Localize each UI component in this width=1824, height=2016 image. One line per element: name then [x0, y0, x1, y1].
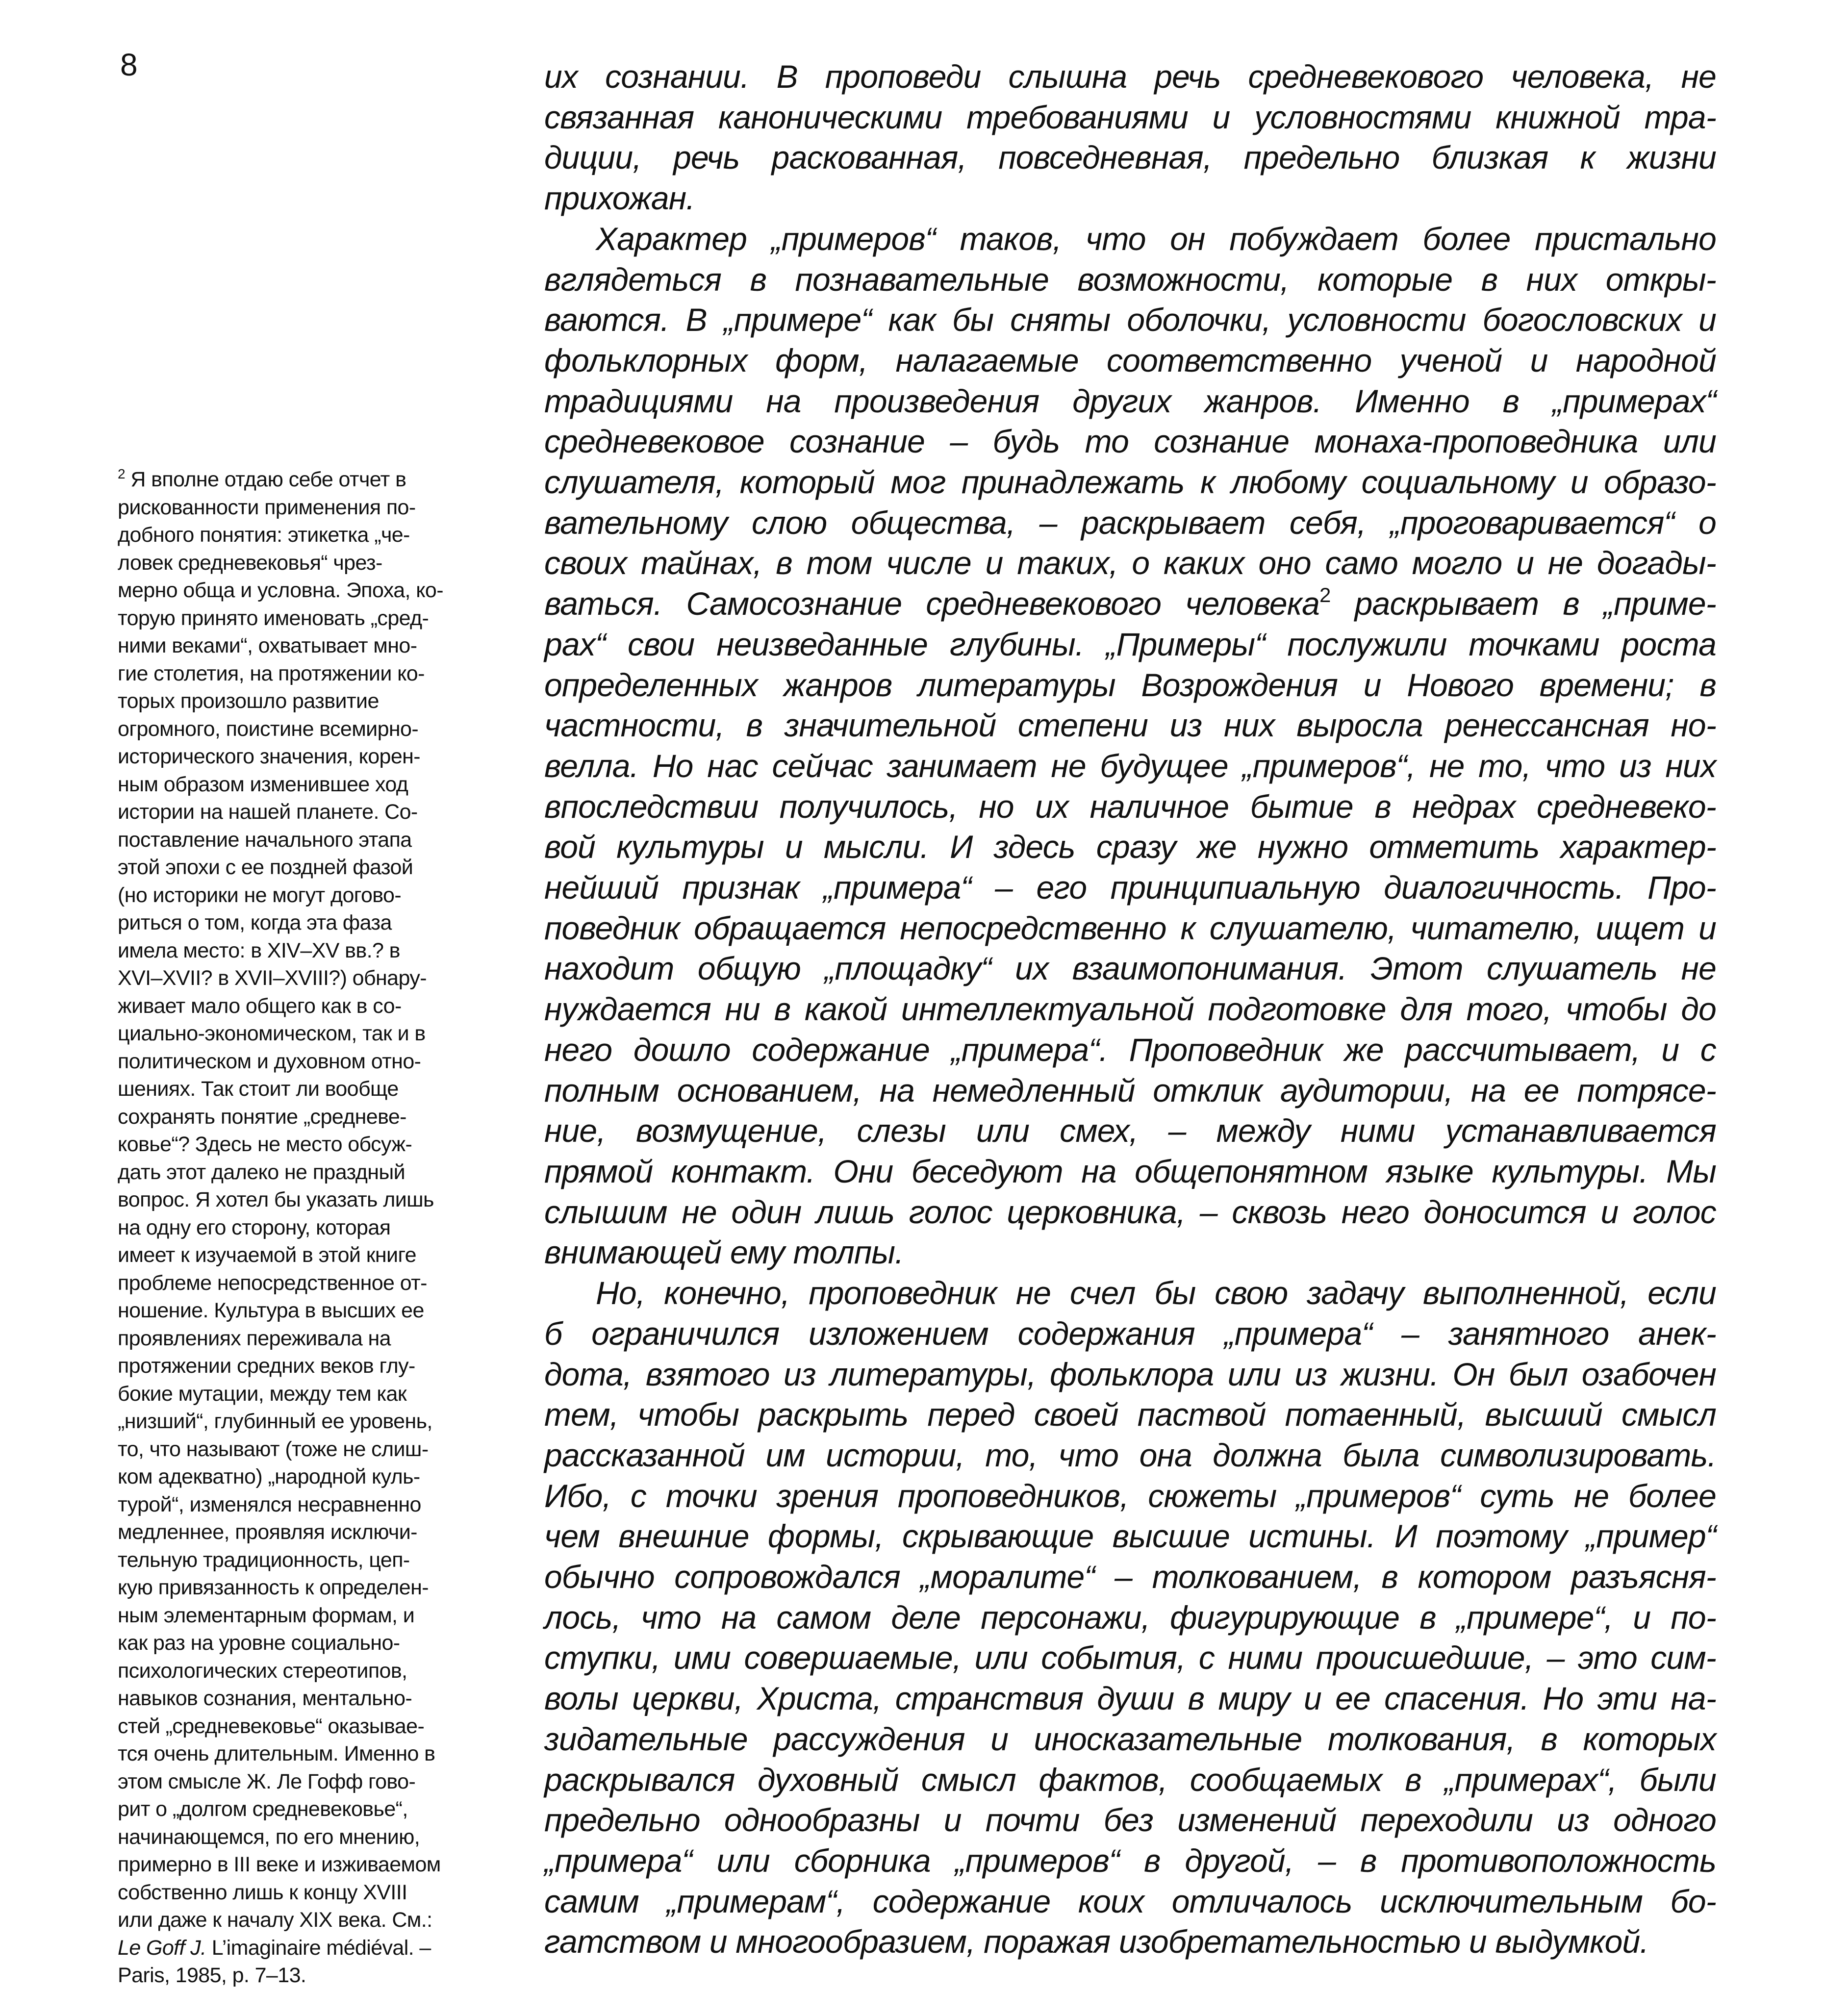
footnote-reference: 2 — [1319, 583, 1331, 607]
text-line: рах“ свои неизведанные глубины. „Примеры“ послужили точками роста — [544, 626, 1716, 662]
text-line: дота, взятого из литературы, фольклора или из жизни. Он был озабочен — [544, 1356, 1716, 1392]
text-line: велла. Но нас сейчас занимает не будущее „примеров“, не то, что из них — [544, 747, 1716, 784]
footnote-line: живает мало общего как в со- — [118, 994, 402, 1018]
footnote-line: ловек средневековья“ чрез- — [118, 551, 382, 575]
footnote-line: бокие мутации, между тем как — [118, 1382, 407, 1406]
footnote-line: ком адекватно) „народной куль- — [118, 1465, 420, 1488]
footnote-line: стей „средневековье“ оказывае- — [118, 1714, 425, 1738]
footnote-line: медленнее, проявляя исключи- — [118, 1520, 417, 1544]
text-line: тем, чтобы раскрыть перед своей паствой потаенный, высший смысл — [544, 1396, 1716, 1433]
footnote-line: протяжении средних веков глу- — [118, 1354, 415, 1378]
text-line: фольклорных форм, налагаемые соответственно ученой и народной — [544, 342, 1716, 378]
text-line: гатством и многообразием, поражая изобретательностью и выдумкой. — [544, 1923, 1649, 1960]
citation-author: Le Goff J. — [118, 1936, 206, 1960]
text-line: лось, что на самом деле персонажи, фигурирующие в „примере“, и по- — [544, 1599, 1716, 1636]
text-line: „примера“ или сборника „примеров“ в другой, – в противоположность — [544, 1842, 1716, 1879]
footnote-line: риться о том, когда эта фаза — [118, 911, 392, 934]
text-line: их сознании. В проповеди слышна речь средневекового человека, не — [544, 58, 1716, 95]
text-line: волы церкви, Христа, странствия души в миру и ее спасения. Но эти на- — [544, 1680, 1716, 1717]
footnote-line: ным элементарным формам, и — [118, 1603, 415, 1627]
footnote-line: кую привязанность к определен- — [118, 1576, 429, 1599]
text-line: средневековое сознание – будь то сознание монаха-проповедника или — [544, 423, 1716, 460]
text-line: прихожан. — [544, 180, 695, 217]
text-line: впоследствии получилось, но их наличное бытие в недрах средневеко- — [544, 788, 1716, 825]
footnote — [118, 466, 510, 1990]
main-text — [544, 56, 1716, 1962]
text-line: Характер „примеров“ таков, что он побуждает более пристально — [596, 220, 1716, 257]
footnote-line: поставление начального этапа — [118, 828, 412, 852]
footnote-line: торых произошло развитие — [118, 689, 379, 713]
footnote-line: вопрос. Я хотел бы указать лишь — [118, 1188, 434, 1211]
text-line: вглядеться в познавательные возможности, которые в них откры- — [544, 261, 1716, 298]
text-line: него дошло содержание „примера“. Проповедник же рассчитывает, и с — [544, 1031, 1716, 1068]
text-line: ние, возмущение, слезы или смех, – между ними устанавливается — [544, 1112, 1716, 1149]
text-line: вой культуры и мысли. И здесь сразу же нужно отметить характер- — [544, 829, 1716, 865]
footnote-line: шениях. Так стоит ли вообще — [118, 1077, 399, 1101]
footnote-line: циально-экономическом, так и в — [118, 1022, 426, 1045]
footnote-line: политическом и духовном отно- — [118, 1049, 421, 1073]
footnote-line: навыков сознания, ментально- — [118, 1687, 412, 1710]
text-line: слушателя, который мог принадлежать к любому социальному и образо- — [544, 464, 1716, 501]
text-line: чем внешние формы, скрывающие высшие истины. И поэтому „пример“ — [544, 1518, 1716, 1555]
footnote-line: торую принято именовать „сред- — [118, 606, 429, 630]
footnote-line: рискованности применения по- — [118, 495, 416, 519]
footnote-line: исторического значения, корен- — [118, 745, 421, 768]
text-line: самим „примерам“, содержание коих отличалось исключительным бо- — [544, 1883, 1716, 1919]
citation-imprint: Paris, 1985, p. 7–13. — [118, 1964, 306, 1987]
footnote-line: имеет к изучаемой в этой книге — [118, 1243, 416, 1267]
text-line: вательному слою общества, – раскрывает себя, „проговаривается“ о — [544, 504, 1716, 541]
text-line: ступки, ими совершаемые, или события, с ними происшедшие, – это сим- — [544, 1639, 1716, 1676]
text-line: своих тайнах, в том числе и таких, о каких оно само могло и не догады- — [544, 545, 1716, 581]
text-line: Но, конечно, проповедник не счел бы свою задачу выполненной, если — [596, 1275, 1716, 1311]
footnote-line: тся очень длительным. Именно в — [118, 1742, 435, 1765]
footnote-line: (но историки не могут догово- — [118, 883, 402, 907]
footnote-line: „низший“, глубинный ее уровень, — [118, 1410, 432, 1433]
text-line: Ибо, с точки зрения проповедников, сюжеты „примеров“ суть не более — [544, 1477, 1716, 1514]
footnote-line: тельную традиционность, цеп- — [118, 1548, 410, 1572]
page-number: 8 — [120, 47, 138, 82]
footnote-line: мерно обща и условна. Эпоха, ко- — [118, 579, 443, 602]
text-line: ваться. Самосознание средневекового человека$^2$ раскрывает в „приме- — [544, 583, 1716, 622]
footnote-line: проявлениях переживала на — [118, 1326, 391, 1350]
text-line: диции, речь раскованная, повседневная, предельно близкая к жизни — [544, 139, 1716, 176]
footnote-line: имела место: в XIV–XV вв.? в — [118, 938, 400, 962]
text-line: находит общую „площадку“ их взаимопонимания. Этот слушатель не — [544, 950, 1716, 987]
text-line: раскрывался духовный смысл фактов, сообщаемых в „примерах“, были — [544, 1761, 1716, 1798]
text-line: частности, в значительной степени из них выросла ренессансная но- — [544, 707, 1716, 744]
footnote-line: сохранять понятие „средневе- — [118, 1105, 406, 1129]
footnote-line: ними веками“, охватывает мно- — [118, 634, 417, 657]
footnote-line: огромного, поистине всемирно- — [118, 717, 419, 741]
text-line: традициями на произведения других жанров. Именно в „примерах“ — [544, 382, 1716, 419]
footnote-line: или даже к началу XIX века. См.: — [118, 1908, 432, 1932]
footnote-line: этом смысле Ж. Ле Гофф гово- — [118, 1769, 416, 1793]
text-line: обычно сопровождался „моралите“ – толкованием, в котором разъясня- — [544, 1559, 1716, 1595]
footnote-line: ношение. Культура в высших ее — [118, 1299, 424, 1322]
citation-title: L’imaginaire médiéval. – — [206, 1936, 431, 1960]
footnote-line: турой“, изменялся несравненно — [118, 1492, 421, 1516]
footnote-line: ным образом изменившее ход — [118, 772, 408, 796]
text-line: ваются. В „примере“ как бы сняты оболочки, условности богословских и — [544, 302, 1716, 338]
footnote-marker: 2 — [118, 466, 125, 481]
text-line: рассказанной им истории, то, что она должна была символизировать. — [544, 1436, 1716, 1473]
footnote-line: истории на нашей планете. Со- — [118, 800, 418, 824]
text-line: б ограничился изложением содержания „примера“ – занятного анек- — [544, 1315, 1716, 1352]
footnote-line: то, что называют (тоже не слиш- — [118, 1437, 429, 1461]
text-line: связанная каноническими требованиями и условностями книжной тра- — [544, 99, 1716, 135]
text-line: прямой контакт. Они беседуют на общепонятном языке культуры. Мы — [544, 1153, 1716, 1189]
text-line: полным основанием, на немедленный отклик аудитории, на ее потрясе- — [544, 1072, 1716, 1109]
footnote-line: начинающемся, по его мнению, — [118, 1825, 420, 1849]
footnote-line: рит о „долгом средневековье“, — [118, 1797, 408, 1821]
footnote-line: $^2$ Я вполне отдаю себе отчет в — [118, 466, 406, 491]
footnote-line: на одну его сторону, которая — [118, 1215, 391, 1239]
footnote-line: примерно в III веке и изживаемом — [118, 1853, 441, 1876]
footnote-line: как раз на уровне социально- — [118, 1631, 400, 1655]
footnote-line: дать этот далеко не праздный — [118, 1160, 405, 1184]
text-line: поведник обращается непосредственно к слушателю, читателю, ищет и — [544, 909, 1716, 946]
footnote-line: ковье“? Здесь не место обсуж- — [118, 1133, 412, 1156]
text-line: внимающей ему толпы. — [544, 1234, 904, 1271]
text-line: зидательные рассуждения и иносказательные толкования, в которых — [544, 1720, 1716, 1757]
text-line: предельно однообразны и почти без изменений переходили из одного — [544, 1802, 1716, 1839]
footnote-line: этой эпохи с ее поздней фазой — [118, 856, 413, 879]
text-line: слышим не один лишь голос церковника, – сквозь него доносится и голос — [544, 1193, 1716, 1230]
footnote-citation-line — [118, 1934, 510, 1962]
text-line: нейший признак „примера“ – его принципиальную диалогичность. Про- — [544, 869, 1716, 906]
text-line: нуждается ни в какой интеллектуальной подготовке для того, чтобы до — [544, 991, 1716, 1028]
footnote-line: собственно лишь к концу XVIII — [118, 1880, 407, 1904]
footnote-line: психологических стереотипов, — [118, 1659, 407, 1683]
text-line: определенных жанров литературы Возрождения и Нового времени; в — [544, 666, 1716, 703]
footnote-line: проблеме непосредственное от- — [118, 1271, 427, 1295]
footnote-line: гие столетия, на протяжении ко- — [118, 661, 425, 685]
footnote-line: добного понятия: этикетка „че- — [118, 523, 410, 547]
footnote-line: XVI–XVII? в XVII–XVIII?) обнару- — [118, 966, 427, 990]
